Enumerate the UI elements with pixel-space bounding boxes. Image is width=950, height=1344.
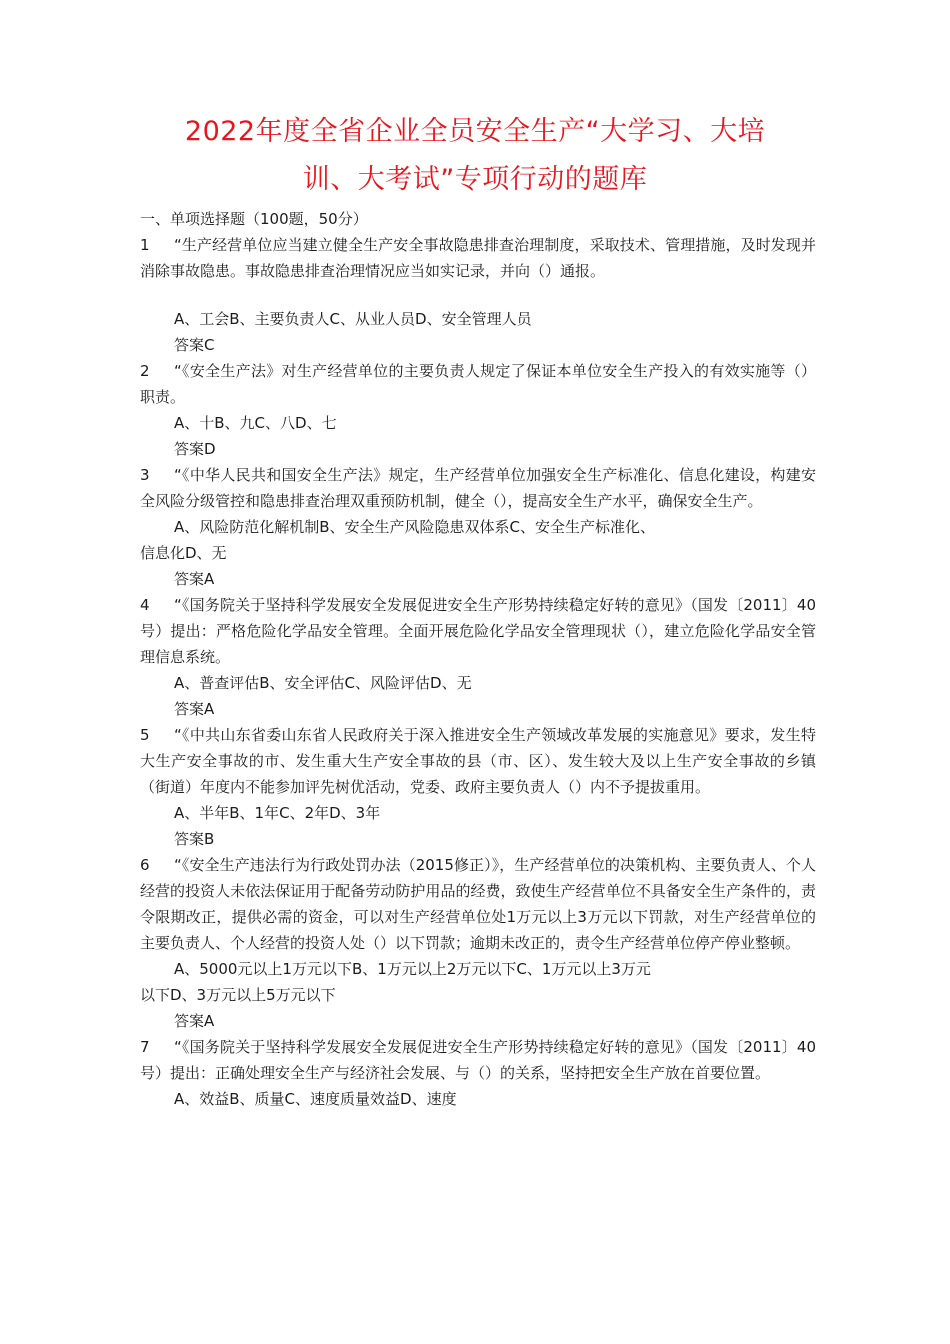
question-item [140, 232, 816, 358]
question-text [140, 232, 816, 284]
question-body: “《安全生产违法行为行政处罚办法（2015修正）》，生产经营单位的决策机构、主要负责人、个人经营的投资人未依法保证用于配备劳动防护用品的经费，致使生产经营单位不具备安全生产条件的，责令限期改正，提供必需的资金，可以对生产经营单位处1万元以上3万元以下罚款，对生产经营单位的主要负责人、个人经营的投资人处（）以下罚款；逾期未改正的，责令生产经营单位停产停业整顿。 [140, 856, 816, 952]
question-item [140, 722, 816, 852]
question-options: A、工会B、主要负责人C、从业人员D、安全管理人员 [174, 310, 532, 328]
question-options-continued: 信息化D、无 [140, 544, 227, 562]
question-number: 1 [140, 236, 150, 254]
question-item [140, 852, 816, 1034]
question-number: 4 [140, 596, 150, 614]
document-title [140, 108, 810, 204]
question-options: A、效益B、质量C、速度质量效益D、速度 [174, 1090, 457, 1108]
question-options-continued: 以下D、3万元以上5万元以下 [140, 986, 336, 1004]
question-body: “《中共山东省委山东省人民政府关于深入推进安全生产领域改革发展的实施意见》要求，发生特大生产安全事故的市、发生重大生产安全事故的县（市、区）、发生较大及以上生产安全事故的乡镇（街道）年度内不能参加评先树优活动，党委、政府主要负责人（）内不予提拔重用。 [140, 726, 816, 796]
question-text [140, 358, 816, 410]
question-number: 2 [140, 362, 150, 380]
question-text [140, 852, 816, 956]
question-answer: 答案A [174, 1012, 215, 1030]
question-answer: 答案A [174, 570, 215, 588]
question-answer: 答案D [174, 440, 216, 458]
question-item [140, 462, 816, 592]
question-number: 3 [140, 466, 150, 484]
question-answer: 答案A [174, 700, 215, 718]
question-options: A、5000元以上1万元以下B、1万元以上2万元以下C、1万元以上3万元 [174, 960, 651, 978]
question-number: 6 [140, 856, 150, 874]
question-text [140, 592, 816, 670]
question-number: 5 [140, 726, 150, 744]
title-line-1: 2022年度全省企业全员安全生产“大学习、大培 [184, 116, 766, 147]
question-answer: 答案B [174, 830, 215, 848]
question-options: A、半年B、1年C、2年D、3年 [174, 804, 381, 822]
question-options: A、普查评估B、安全评估C、风险评估D、无 [174, 674, 472, 692]
question-body: “《安全生产法》对生产经营单位的主要负责人规定了保证本单位安全生产投入的有效实施等（）职责。 [140, 362, 816, 406]
question-text [140, 1034, 816, 1086]
question-item [140, 1034, 816, 1112]
question-list [140, 206, 816, 1112]
question-text [140, 462, 816, 514]
question-body: “《中华人民共和国安全生产法》规定，生产经营单位加强安全生产标准化、信息化建设，构建安全风险分级管控和隐患排查治理双重预防机制，健全（），提高安全生产水平，确保安全生产。 [140, 466, 816, 510]
question-answer: 答案C [174, 336, 215, 354]
section-heading: 一、单项选择题（100题，50分） [140, 210, 368, 228]
question-item [140, 592, 816, 722]
question-item [140, 358, 816, 462]
question-options: A、风险防范化解机制B、安全生产风险隐患双体系C、安全生产标准化、 [174, 518, 656, 536]
title-line-2: 训、大考试”专项行动的题库 [302, 164, 648, 195]
question-body: “《国务院关于坚持科学发展安全发展促进安全生产形势持续稳定好转的意见》（国发〔2011〕40号）提出：正确处理安全生产与经济社会发展、与（）的关系，坚持把安全生产放在首要位置。 [140, 1038, 816, 1082]
question-body: “《国务院关于坚持科学发展安全发展促进安全生产形势持续稳定好转的意见》（国发〔2011〕40号）提出：严格危险化学品安全管理。全面开展危险化学品安全管理现状（），建立危险化学品安全管理信息系统。 [140, 596, 816, 666]
question-body: “生产经营单位应当建立健全生产安全事故隐患排查治理制度，采取技术、管理措施，及时发现并消除事故隐患。事故隐患排查治理情况应当如实记录，并向（）通报。 [140, 236, 816, 280]
question-options: A、十B、九C、八D、七 [174, 414, 337, 432]
question-text [140, 722, 816, 800]
question-number: 7 [140, 1038, 150, 1056]
